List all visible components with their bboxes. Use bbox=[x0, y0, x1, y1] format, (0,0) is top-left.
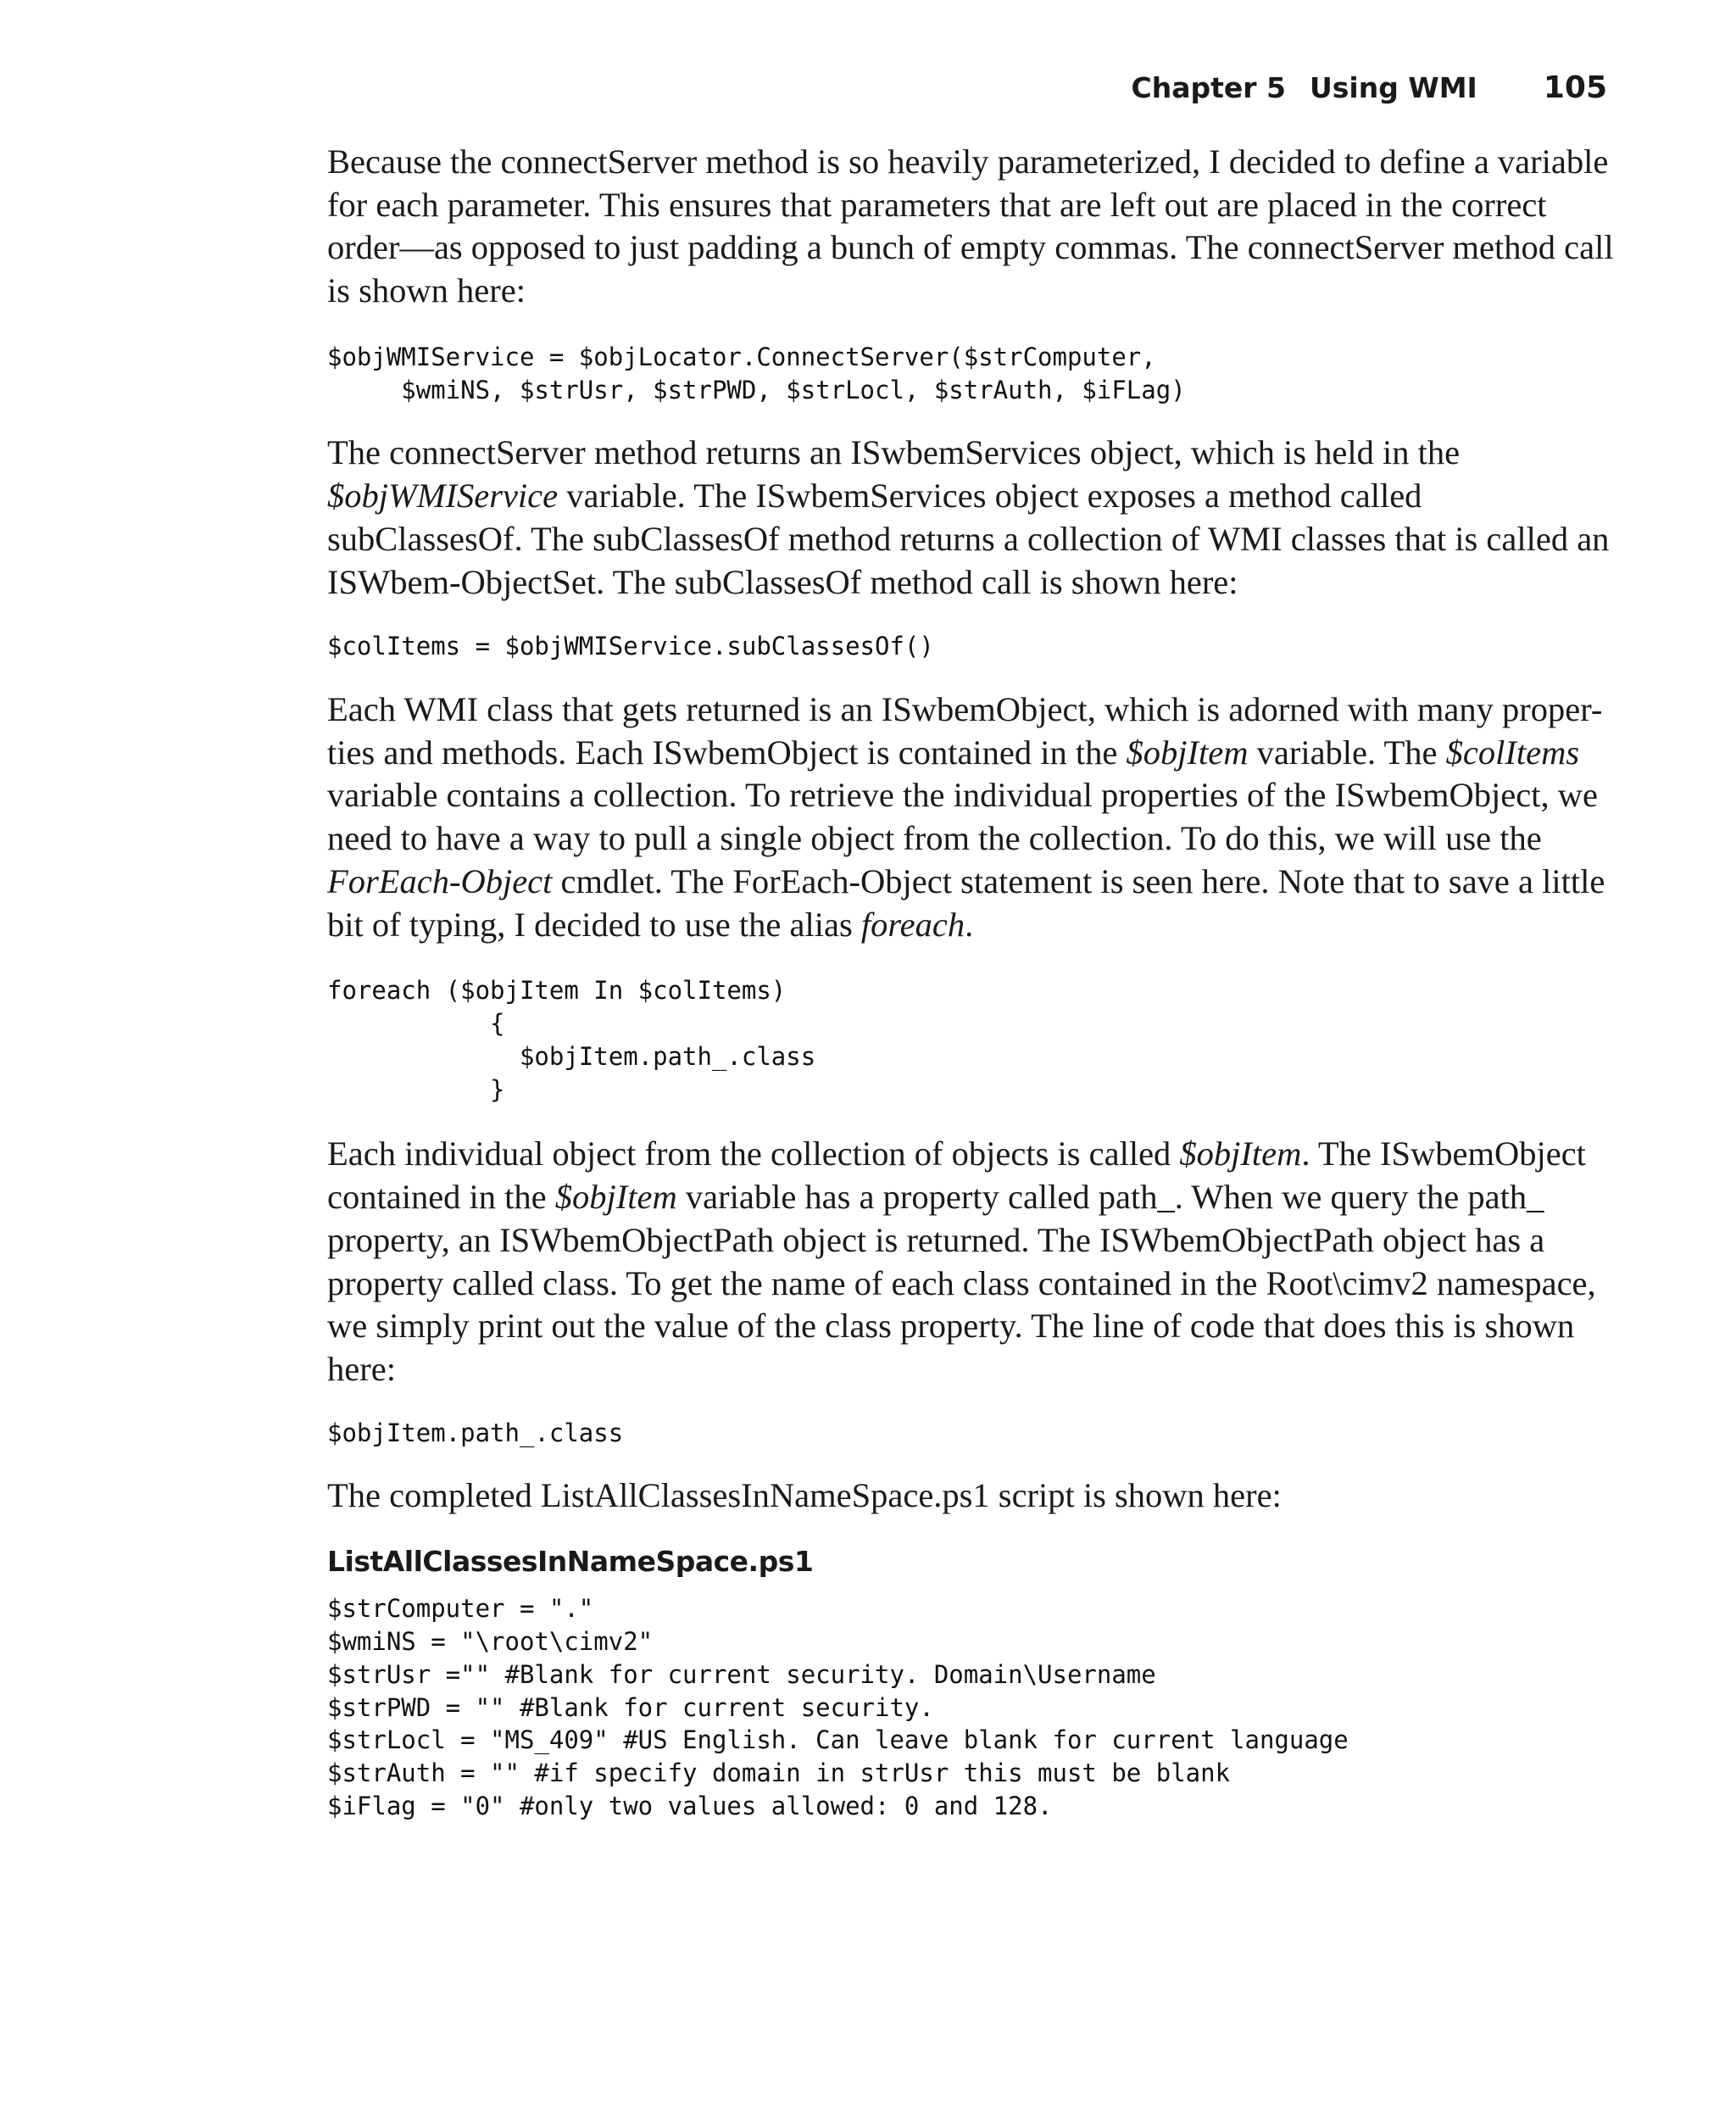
chapter-label: Chapter 5 bbox=[1131, 71, 1286, 104]
paragraph-text: The connectServer method returns an ISwbemServices object, which is held in the bbox=[327, 433, 1461, 472]
paragraph-text: variable contains a collection. To retrieve the individual properties of the ISwbemObject, we need to have a way to pull a single object from the collection. To do this, we will use the bbox=[327, 776, 1598, 858]
italic-term: $colItems bbox=[1445, 733, 1580, 772]
running-head bbox=[1131, 68, 1607, 109]
paragraph-text: Each WMI class that gets returned is an ISwbemObject, which is adorned with many proper-ties and methods. Each ISwbemObject is contained in the bbox=[327, 690, 1603, 772]
paragraph-text: cmdlet. The ForEach-Object statement is seen here. Note that to save a little bit of typing, I decided to use the alias bbox=[327, 861, 1605, 944]
italic-term: $objItem bbox=[1126, 733, 1249, 772]
paragraph-completed-script bbox=[327, 1474, 1616, 1518]
paragraph-text: variable has a property called path_. When we query the path_ property, an ISWbemObjectPath object is returned. The ISWbemObjectPath object has a property called class. To get the name of each class contained in the Root\cimv2 namespace, we simply print out the value of the class property. The line of code that does this is shown here: bbox=[327, 1178, 1596, 1388]
paragraph-connectserver bbox=[327, 141, 1616, 313]
paragraph-text: The completed ListAllClassesInNameSpace.ps1 script is shown here: bbox=[327, 1476, 1282, 1515]
paragraph-text: . The ISwbemObject contained in the bbox=[327, 1134, 1586, 1217]
paragraph-path-property bbox=[327, 1133, 1616, 1391]
paragraph-text: Each individual object from the collection of objects is called bbox=[327, 1134, 1180, 1173]
code-connectserver-call: $objWMIService = $objLocator.ConnectServer($strComputer, $wmiNS, $strUsr, $strPWD, $strLocl, $strAuth, $iFLag) bbox=[327, 342, 1186, 404]
italic-term: $objWMIService bbox=[327, 477, 559, 516]
code-path-class-line: $objItem.path_.class bbox=[327, 1418, 624, 1447]
italic-term: $objItem bbox=[554, 1178, 677, 1217]
paragraph-text: variable. The bbox=[1248, 733, 1446, 772]
paragraph-iswbemservices bbox=[327, 432, 1616, 604]
paragraph-text: Because the connectServer method is so heavily parameterized, I decided to define a variable for each parameter. This ensures that parameters that are left out are placed in the correct order—as opposed to just padding a bunch of empty commas. The connectServer method call is shown here: bbox=[327, 142, 1614, 310]
paragraph-text: . bbox=[965, 905, 974, 944]
listing-heading: ListAllClassesInNameSpace.ps1 bbox=[327, 1545, 814, 1579]
italic-term: foreach bbox=[860, 905, 965, 944]
page-body bbox=[327, 132, 1616, 1823]
paragraph-text: variable. The ISwbemServices object exposes a method called subClassesOf. The subClassesOf method returns a collection of WMI classes that is called an ISWbem-ObjectSet. The subClassesOf method call is shown here: bbox=[327, 477, 1610, 601]
paragraph-iswbemobject bbox=[327, 688, 1616, 946]
page-number: 105 bbox=[1543, 70, 1607, 105]
chapter-title: Using WMI bbox=[1309, 71, 1477, 104]
italic-term: ForEach-Object bbox=[327, 861, 553, 900]
code-foreach-block: foreach ($objItem In $colItems) { $objItem.path_.class } bbox=[327, 976, 816, 1104]
italic-term: $objItem bbox=[1179, 1134, 1302, 1173]
code-subclassesof-call: $colItems = $objWMIService.subClassesOf() bbox=[327, 632, 934, 661]
code-listing-script: $strComputer = "." $wmiNS = "\root\cimv2" $strUsr ="" #Blank for current security. Domain\Username $strPWD = "" #Blank for current security. $strLocl = "MS_409" #US English. Can leave blank for current language $strAuth = "" #if specify domain in strUsr this must be blank $iFlag = "0" #only two values allowed: 0 and 128. bbox=[327, 1594, 1349, 1820]
